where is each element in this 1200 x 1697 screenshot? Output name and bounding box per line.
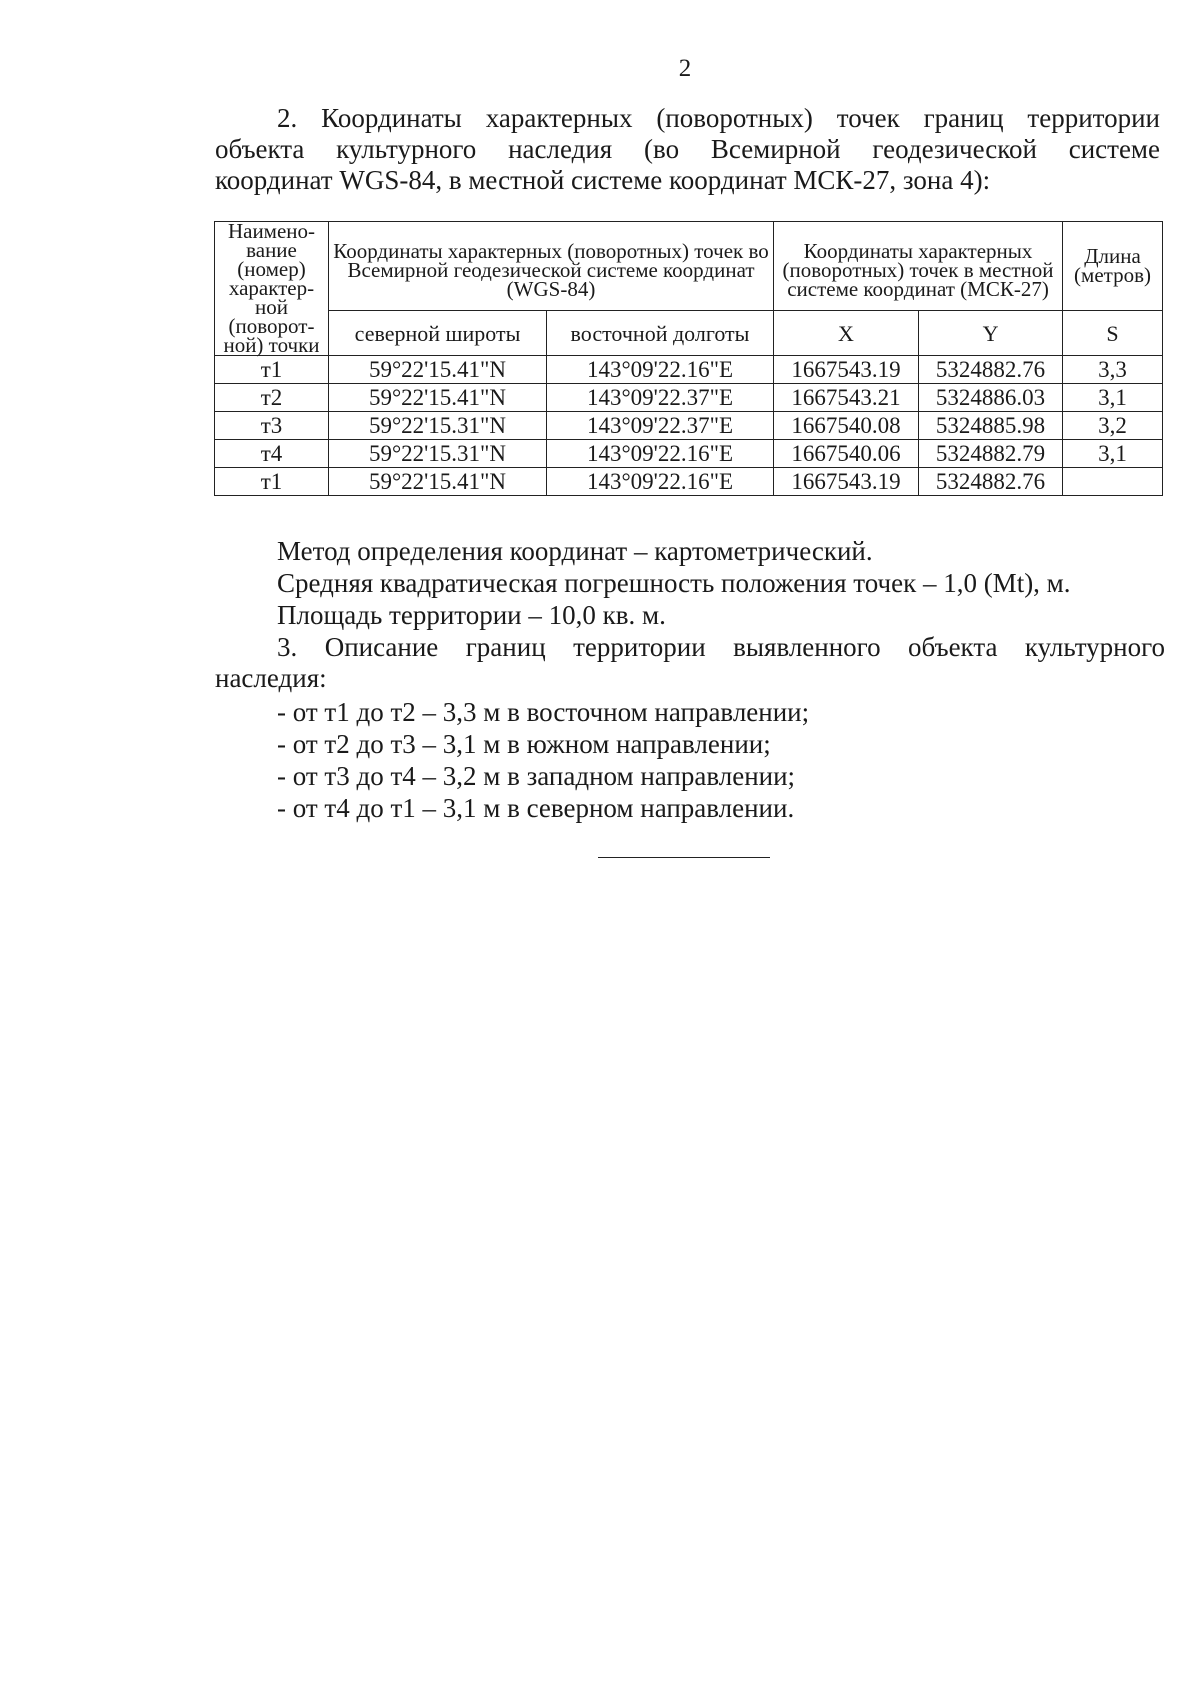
intro-line-2: объекта культурного наследия (во Всемирной геодезической системе — [215, 134, 1160, 164]
cell-length: 3,1 — [1063, 440, 1163, 468]
cell-latitude: 59°22'15.41"N — [329, 384, 547, 412]
coordinates-table — [214, 221, 1163, 496]
method-text: Метод определения координат – картометрический. — [277, 536, 873, 566]
cell-length: 3,1 — [1063, 384, 1163, 412]
cell-latitude: 59°22'15.41"N — [329, 356, 547, 384]
section-3-line-2: наследия: — [215, 663, 327, 693]
cell-x: 1667540.06 — [774, 440, 919, 468]
cell-length: 3,2 — [1063, 412, 1163, 440]
section-3-line-1: 3. Описание границ территории выявленного объекта культурного — [277, 632, 1165, 662]
cell-point: т1 — [215, 356, 329, 384]
cell-y: 5324886.03 — [919, 384, 1063, 412]
cell-y: 5324882.76 — [919, 468, 1063, 496]
cell-length: 3,3 — [1063, 356, 1163, 384]
intro-line-1: 2. Координаты характерных (поворотных) точек границ территории — [277, 103, 1160, 133]
section-3-heading — [215, 632, 1165, 694]
table-row — [215, 356, 1163, 384]
separator-line — [598, 857, 770, 858]
area-text: Площадь территории – 10,0 кв. м. — [277, 600, 666, 630]
header-point-name: Наимено-вание (номер) характер-ной (поворот-ной) точки — [215, 222, 329, 356]
header-longitude: восточной долготы — [547, 311, 774, 356]
table-row — [215, 468, 1163, 496]
cell-y: 5324885.98 — [919, 412, 1063, 440]
cell-y: 5324882.79 — [919, 440, 1063, 468]
cell-point: т4 — [215, 440, 329, 468]
cell-point: т3 — [215, 412, 329, 440]
method-block — [215, 535, 1165, 631]
header-s: S — [1063, 311, 1163, 356]
intro-line-3: координат WGS-84, в местной системе координат МСК-27, зона 4): — [215, 165, 991, 195]
cell-point: т1 — [215, 468, 329, 496]
list-item: - от т4 до т1 – 3,1 м в северном направлении. — [277, 793, 795, 823]
header-latitude: северной широты — [329, 311, 547, 356]
header-wgs84-group: Координаты характерных (поворотных) точек во Всемирной геодезической системе координат (WGS-84) — [329, 222, 774, 311]
table-row — [215, 440, 1163, 468]
cell-x: 1667543.19 — [774, 468, 919, 496]
cell-latitude: 59°22'15.41"N — [329, 468, 547, 496]
header-y: Y — [919, 311, 1063, 356]
list-item: - от т2 до т3 – 3,1 м в южном направлении; — [277, 729, 771, 759]
cell-longitude: 143°09'22.16"E — [547, 440, 774, 468]
header-msk27-group: Координаты характерных (поворотных) точек в местной системе координат (МСК-27) — [774, 222, 1063, 311]
cell-point: т2 — [215, 384, 329, 412]
cell-longitude: 143°09'22.16"E — [547, 468, 774, 496]
cell-x: 1667543.21 — [774, 384, 919, 412]
header-length: Длина (метров) — [1063, 222, 1163, 311]
cell-length — [1063, 468, 1163, 496]
cell-latitude: 59°22'15.31"N — [329, 412, 547, 440]
boundary-descriptions — [215, 696, 1165, 824]
cell-x: 1667540.08 — [774, 412, 919, 440]
header-x: X — [774, 311, 919, 356]
cell-longitude: 143°09'22.37"E — [547, 412, 774, 440]
cell-longitude: 143°09'22.37"E — [547, 384, 774, 412]
page-number: 2 — [678, 55, 692, 82]
cell-latitude: 59°22'15.31"N — [329, 440, 547, 468]
list-item: - от т3 до т4 – 3,2 м в западном направлении; — [277, 761, 796, 791]
intro-paragraph — [215, 103, 1160, 196]
error-text: Средняя квадратическая погрешность положения точек – 1,0 (Mt), м. — [277, 568, 1071, 598]
list-item: - от т1 до т2 – 3,3 м в восточном направлении; — [277, 697, 810, 727]
cell-y: 5324882.76 — [919, 356, 1063, 384]
cell-x: 1667543.19 — [774, 356, 919, 384]
cell-longitude: 143°09'22.16"E — [547, 356, 774, 384]
table-row — [215, 412, 1163, 440]
table-row — [215, 384, 1163, 412]
